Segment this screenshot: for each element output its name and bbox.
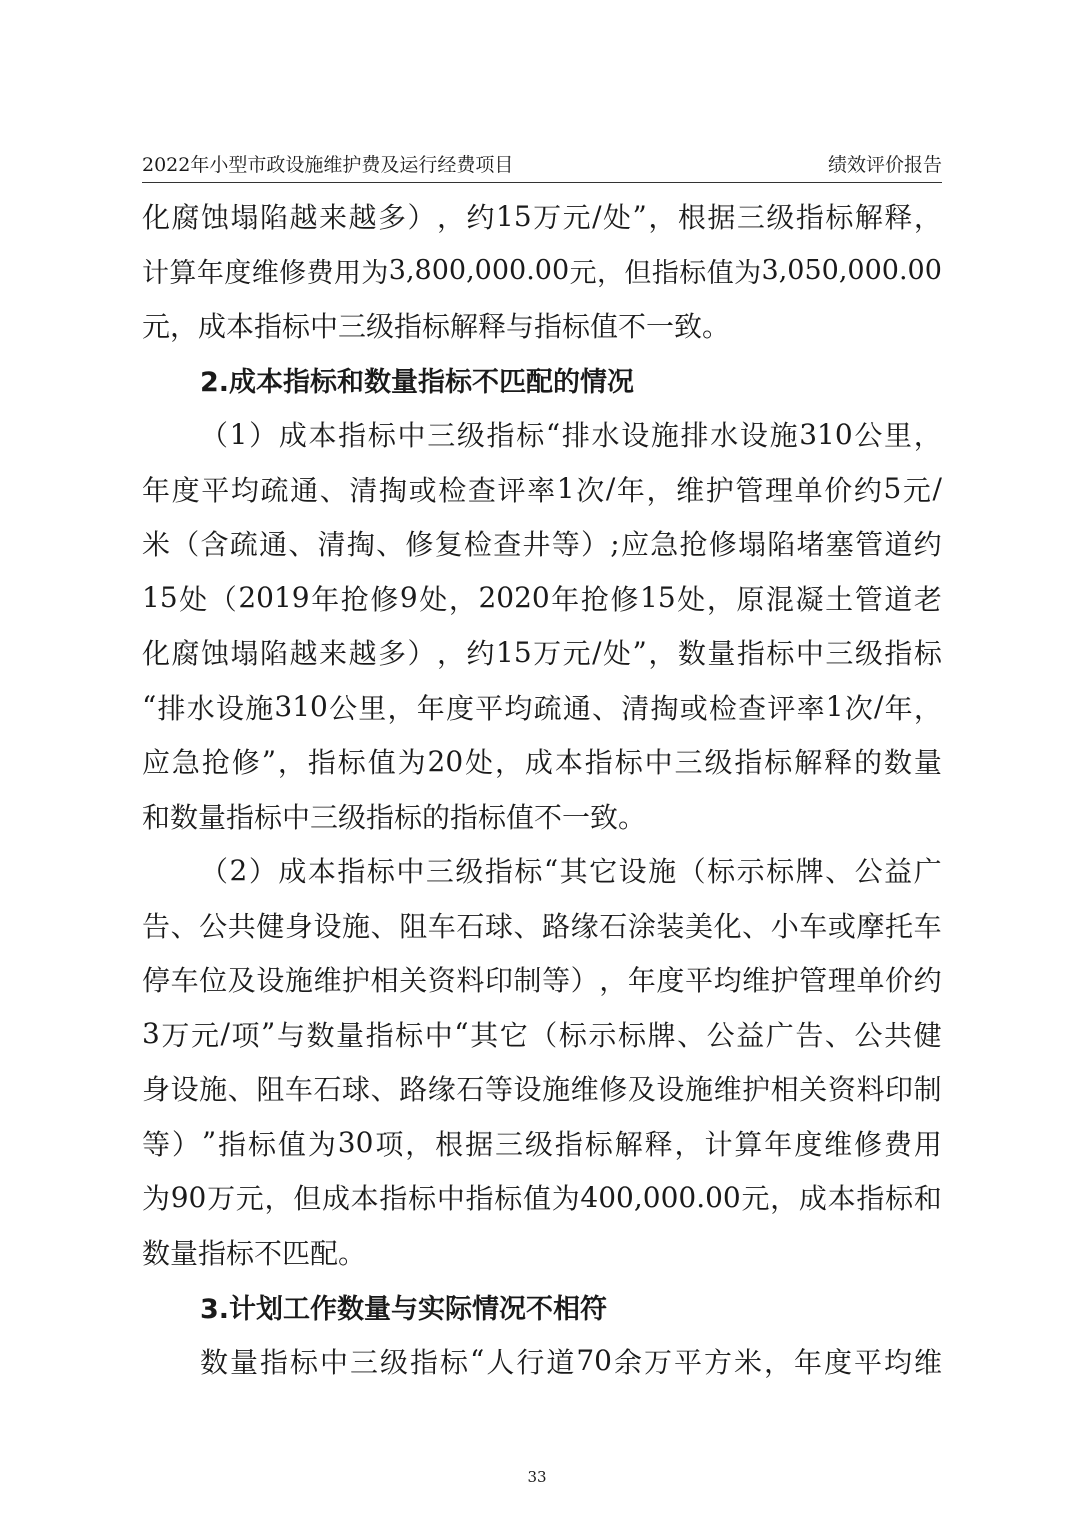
text-line: 数量指标不匹配。	[142, 1236, 367, 1270]
header-report-type: 绩效评价报告	[827, 154, 942, 176]
text-line: 化 腐 蚀 塌 陷 越 来 越 多 ） ， 约 15 万 元 / 处 ” ， 数 量 指 标 中 三 级 指 标	[142, 635, 942, 671]
body-text	[142, 189, 942, 1388]
text-line: 15 处 （ 2019 年 抢 修 9 处 ， 2020 年 抢 修 15 处 ， 原 混 凝 土 管 道 老	[142, 581, 942, 616]
text-line: 计 算 年 度 维 修 费 用 为 3,800,000.00 元 ， 但 指 标 值 为 3,050,000.00	[142, 255, 942, 290]
text-line: 等 ） ” 指 标 值 为 30 项 ， 根 据 三 级 指 标 解 释 ， 计 算 年 度 维 修 费 用	[142, 1126, 942, 1161]
text-line: “ 排 水 设 施 310 公 里 ， 年 度 平 均 疏 通 、 清 掏 或 检 查 评 率 1 次 / 年 ，	[142, 690, 942, 725]
header-project-title: 2022年小型市政设施维护费及运行经费项目	[142, 154, 514, 176]
page-number: 33	[527, 1468, 547, 1486]
text-line: 元，成本指标中三级指标解释与指标值不一致。	[142, 310, 731, 344]
text-line: 停 车 位 及 设 施 维 护 相 关 资 料 印 制 等 ） ， 年 度 平 均 维 护 管 理 单 价 约	[142, 964, 942, 998]
section-heading: 3.计划工作数量与实际情况不相符	[200, 1293, 608, 1325]
text-line: 年 度 平 均 疏 通 、 清 掏 或 检 查 评 率 1 次 / 年 ， 维 护 管 理 单 价 约 5 元 /	[142, 472, 942, 507]
text-line: （ 2 ） 成 本 指 标 中 三 级 指 标 “ 其 它 设 施 （ 标 示 标 牌 、 公 益 广	[200, 853, 942, 889]
text-line: 为 90 万 元 ， 但 成 本 指 标 中 指 标 值 为 400,000.00 元 ， 成 本 指 标 和	[142, 1180, 942, 1216]
text-line: 身 设 施 、 阻 车 石 球 、 路 缘 石 等 设 施 维 修 及 设 施 维 护 相 关 资 料 印 制	[142, 1073, 942, 1107]
running-header	[142, 150, 942, 180]
text-line: 化 腐 蚀 塌 陷 越 来 越 多 ） ， 约 15 万 元 / 处 ” ， 根 据 三 级 指 标 解 释 ，	[142, 199, 942, 235]
section-heading: 2.成本指标和数量指标不匹配的情况	[200, 367, 635, 399]
text-line: （ 1 ） 成 本 指 标 中 三 级 指 标 “ 排 水 设 施 排 水 设 施 310 公 里 ，	[200, 417, 942, 453]
header-rule	[142, 182, 942, 183]
text-line: 应 急 抢 修 ” ， 指 标 值 为 20 处 ， 成 本 指 标 中 三 级 指 标 解 释 的 数 量	[142, 744, 942, 780]
text-line: 告 、 公 共 健 身 设 施 、 阻 车 石 球 、 路 缘 石 涂 装 美 化 、 小 车 或 摩 托 车	[142, 909, 942, 943]
text-line: 和数量指标中三级指标的指标值不一致。	[142, 800, 647, 834]
text-line: 数 量 指 标 中 三 级 指 标 “ 人 行 道 70 余 万 平 方 米 ， 年 度 平 均 维	[200, 1344, 942, 1379]
text-line: 米 （ 含 疏 通 、 清 掏 、 修 复 检 查 井 等 ） ; 应 急 抢 修 塌 陷 堵 塞 管 道 约	[142, 526, 942, 562]
text-line: 3 万 元 / 项 ” 与 数 量 指 标 中 “ 其 它 （ 标 示 标 牌 、 公 益 广 告 、 公 共 健	[142, 1017, 942, 1052]
